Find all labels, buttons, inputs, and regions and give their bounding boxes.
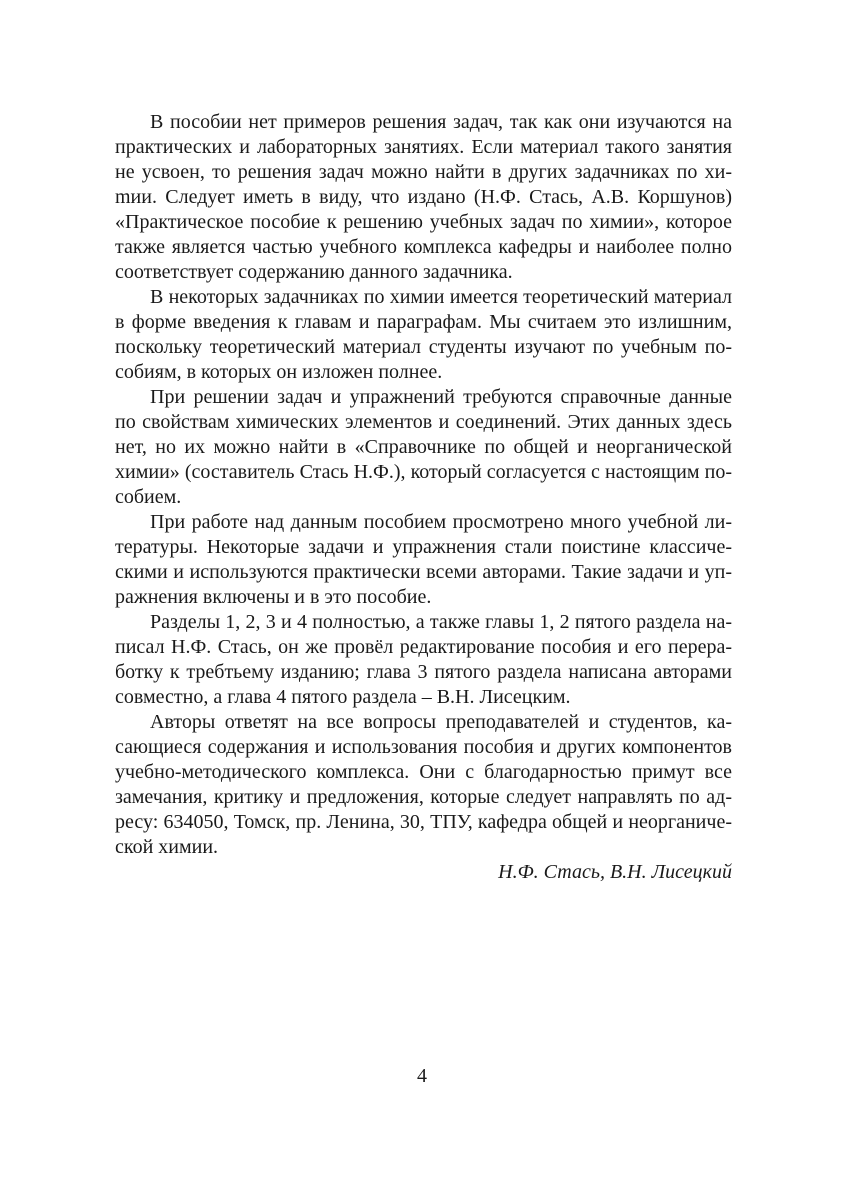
authors-signature: Н.Ф. Стась, В.Н. Лисецкий	[498, 861, 732, 883]
paragraph-5: Разделы 1, 2, 3 и 4 полностью, а также главы 1, 2 пятого раздела написал Н.Ф. Стась, он же провёл редактирование пособия и его переработку к требтьему изданию; глава 3 пятого раздела написана авторами совместно, а глава 4 пятого раздела – В.Н. Лисецким.	[115, 611, 732, 708]
page-number: 4	[417, 1065, 427, 1087]
paragraph-1: В пособии нет примеров решения задач, так как они изучаются на практических и лабораторных занятиях. Если материал такого занятия не усвоен, то решения задач можно найти в других задачниках по хиmии. Следует иметь в виду, что издано (Н.Ф. Стась, А.В. Коршунов) «Практическое пособие к решению учебных задач по химии», которое также является частью учебного комплекса кафедры и наиболее полно соответствует содержанию данного задачника.	[115, 111, 732, 283]
paragraph-2: В некоторых задачниках по химии имеется теоретический материал в форме введения к главам и параграфам. Мы считаем это излишним, поскольку теоретический материал студенты изучают по учебным пособиям, в которых он изложен полнее.	[115, 286, 732, 383]
paragraph-6: Авторы ответят на все вопросы преподавателей и студентов, касающиеся содержания и использования пособия и других компонентов учебно-методического комплекса. Они с благодарностью примут все замечания, критику и предложения, которые следует направлять по адресу: 634050, Томск, пр. Ленина, 30, ТПУ, кафедра общей и неорганической химии.	[115, 711, 732, 858]
body-text	[115, 110, 732, 885]
paragraph-4: При работе над данным пособием просмотрено много учебной литературы. Некоторые задачи и упражнения стали поистине классическими и используются практически всеми авторами. Такие задачи и упражнения включены и в это пособие.	[115, 511, 732, 608]
paragraph-3: При решении задач и упражнений требуются справочные данные по свойствам химических элементов и соединений. Этих данных здесь нет, но их можно найти в «Справочнике по общей и неорганической химии» (составитель Стась Н.Ф.), который согласуется с настоящим пособием.	[115, 386, 732, 508]
